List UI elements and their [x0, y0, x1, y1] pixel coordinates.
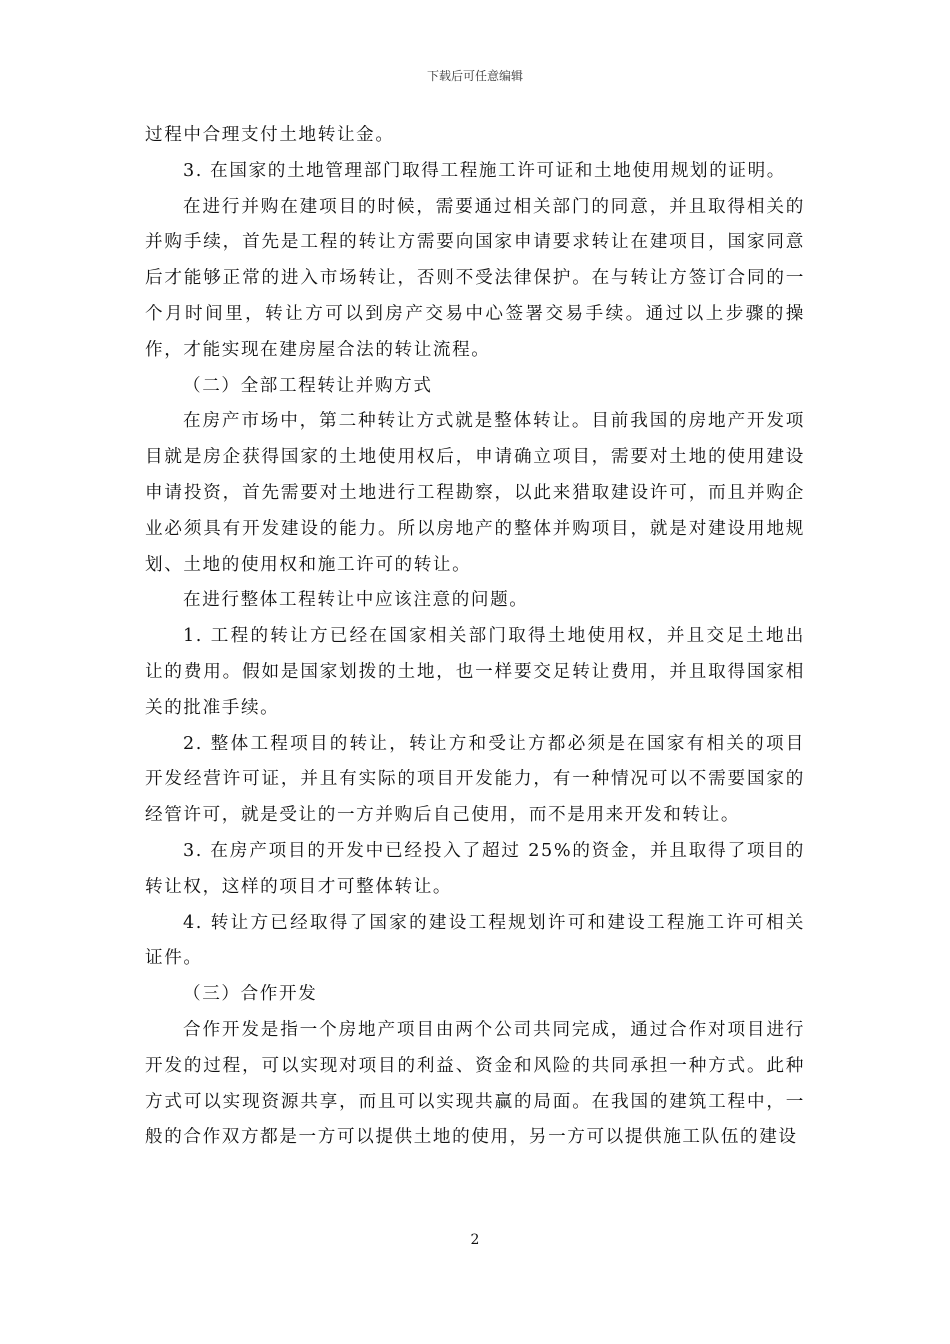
paragraph-whole-transfer: 在房产市场中，第二种转让方式就是整体转让。目前我国的房地产开发项目就是房企获得国家的土地使用权后，申请确立项目，需要对土地的使用建设申请投资，首先需要对土地进行工程勘察，以此来猎取建设许可，而且并购企业必须具有开发建设的能力。所以房地产的整体并购项目，就是对建设用地规划、土地的使用权和施工许可的转让。: [145, 411, 805, 575]
page-number: 2: [470, 1232, 480, 1248]
list-item-3: 3. 在房产项目的开发中已经投入了超过 25%的资金，并且取得了项目的转让权，这样的项目才可整体转让。: [145, 840, 805, 897]
page-header: 下载后可任意编辑: [426, 69, 523, 83]
list-item-1: 1. 工程的转让方已经在国家相关部门取得土地使用权，并且交足土地出让的费用。假如是国家划拨的土地，也一样要交足转让费用，并且取得国家相关的批准手续。: [145, 626, 805, 718]
list-item-2: 2. 整体工程项目的转让，转让方和受让方都必须是在国家有相关的项目开发经营许可证，并且有实际的项目开发能力，有一种情况可以不需要国家的经管许可，就是受让的一方并购后自己使用，而不是用来开发和转让。: [145, 733, 805, 826]
paragraph-land-fee: 过程中合理支付土地转让金。: [145, 125, 395, 145]
section-heading-2: （二）全部工程转让并购方式: [183, 375, 433, 396]
paragraph-merger-in-construction: 在进行并购在建项目的时候，需要通过相关部门的同意，并且取得相关的并购手续，首先是工程的转让方需要向国家申请要求转让在建项目，国家同意后才能够正常的进入市场转让，否则不受法律保护。在与转让方签订合同的一个月时间里，转让方可以到房产交易中心签署交易手续。通过以上步骤的操作，才能实现在建房屋合法的转让流程。: [145, 196, 805, 360]
paragraph-item-3-permit: 3. 在国家的土地管理部门取得工程施工许可证和土地使用规划的证明。: [183, 160, 786, 181]
document-body: [145, 118, 805, 1156]
paragraph-issues-intro: 在进行整体工程转让中应该注意的问题。: [183, 590, 529, 611]
list-item-4: 4. 转让方已经取得了国家的建设工程规划许可和建设工程施工许可相关证件。: [145, 912, 805, 969]
paragraph-cooperative-development: 合作开发是指一个房地产项目由两个公司共同完成，通过合作对项目进行开发的过程，可以实现对项目的利益、资金和风险的共同承担一种方式。此种方式可以实现资源共享，而且可以实现共赢的局面。在我国的建筑工程中，一般的合作双方都是一方可以提供土地的使用，另一方可以提供施工队伍的建设: [145, 1019, 805, 1148]
section-heading-3: （三）合作开发: [183, 984, 318, 1005]
